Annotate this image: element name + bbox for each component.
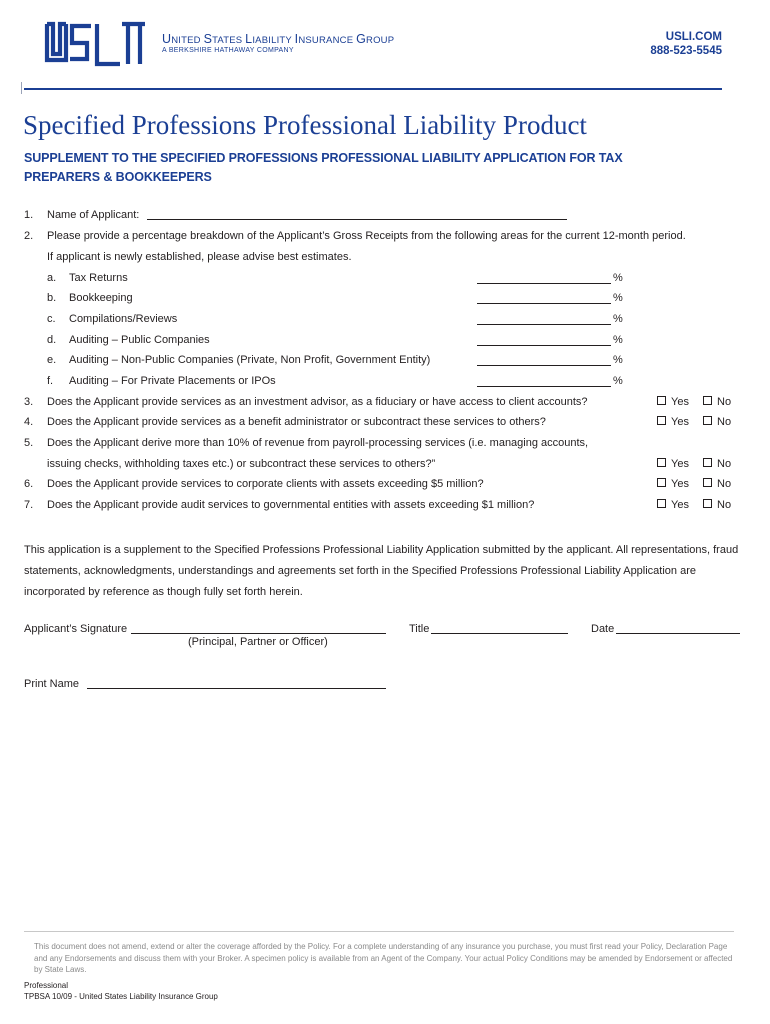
checkbox-icon — [703, 478, 712, 487]
item-label: Auditing – For Private Placements or IPOs — [69, 375, 276, 387]
checkbox-icon — [657, 416, 666, 425]
applicant-signature-note: (Principal, Partner or Officer) — [188, 636, 328, 648]
supplement-statement: This application is a supplement to the Specified Professions Professional Liability Application submitted by the applicant. All representations, fraud statements, acknowledgments, understandings and agreements set forth in the Specified Professions Professional Liability Application are incorporated by reference as though fully set forth herein. — [24, 544, 739, 598]
q4-no-checkbox[interactable]: No — [703, 416, 731, 428]
item-label: Bookkeeping — [69, 292, 133, 304]
question-number: 6. — [24, 478, 34, 490]
percent-field-bookkeeping[interactable] — [477, 291, 611, 304]
usli-logo — [44, 20, 148, 70]
percent-field-auditing-public[interactable] — [477, 333, 611, 346]
applicant-signature-field[interactable] — [131, 621, 386, 634]
header-divider — [24, 88, 722, 90]
question-number: 7. — [24, 499, 34, 511]
q5-no-checkbox[interactable]: No — [703, 458, 731, 470]
margin-mark — [21, 82, 22, 94]
question-text: Does the Applicant provide services as an investment advisor, as a fiduciary or have access to client accounts? — [47, 396, 588, 408]
checkbox-icon — [657, 499, 666, 508]
name-of-applicant-field[interactable] — [147, 207, 567, 220]
item-letter: d. — [47, 334, 57, 346]
question-text: Does the Applicant derive more than 10% of revenue from payroll-processing services (i.e. managing accounts, — [47, 437, 589, 449]
q6-no-checkbox[interactable]: No — [703, 478, 731, 490]
item-label: Compilations/Reviews — [69, 313, 178, 325]
phone-number: 888-523-5545 — [650, 45, 722, 57]
item-label: Auditing – Public Companies — [69, 334, 210, 346]
percent-field-auditing-non-public[interactable] — [477, 353, 611, 366]
question-number: 2. — [24, 230, 34, 242]
item-letter: b. — [47, 292, 57, 304]
item-label: Tax Returns — [69, 272, 128, 284]
title-field[interactable] — [431, 621, 568, 634]
date-label: Date — [591, 623, 615, 635]
question-number: 1. — [24, 209, 34, 221]
item-letter: a. — [47, 272, 57, 284]
checkbox-icon — [657, 458, 666, 467]
question-number: 5. — [24, 437, 34, 449]
q3-no-checkbox[interactable]: No — [703, 396, 731, 408]
q7-yes-checkbox[interactable]: Yes — [657, 499, 689, 511]
question-text: If applicant is newly established, please advise best estimates. — [47, 251, 352, 263]
checkbox-icon — [703, 458, 712, 467]
form-subtitle: SUPPLEMENT TO THE SPECIFIED PROFESSIONS PROFESSIONAL LIABILITY APPLICATION FOR TAX PREPARERS & BOOKKEEPERS — [24, 151, 623, 184]
question-text: Please provide a percentage breakdown of the Applicant’s Gross Receipts from the following areas for the current 12-month period. — [47, 230, 686, 242]
checkbox-icon — [657, 478, 666, 487]
website-link[interactable]: USLI.COM — [665, 31, 722, 43]
q4-yes-checkbox[interactable]: Yes — [657, 416, 689, 428]
q6-yes-checkbox[interactable]: Yes — [657, 478, 689, 490]
question-number: 4. — [24, 416, 34, 428]
date-field[interactable] — [616, 621, 740, 634]
percent-sign: % — [613, 292, 623, 304]
item-letter: f. — [47, 375, 54, 387]
applicant-signature-label: Applicant’s Signature — [24, 623, 128, 635]
item-letter: c. — [47, 313, 56, 325]
company-name: UNITED STATES LIABILITY INSURANCE GROUP — [162, 32, 395, 46]
item-label: Auditing – Non-Public Companies (Private, Non Profit, Government Entity) — [69, 354, 431, 366]
percent-field-compilations[interactable] — [477, 312, 611, 325]
form-id: TPBSA 10/09 - United States Liability Insurance Group — [24, 992, 218, 1001]
percent-field-tax-returns[interactable] — [477, 271, 611, 284]
name-of-applicant-label: Name of Applicant: — [47, 209, 140, 221]
footer-divider — [24, 931, 734, 932]
checkbox-icon — [703, 416, 712, 425]
checkbox-icon — [703, 499, 712, 508]
company-subtitle: A BERKSHIRE HATHAWAY COMPANY — [162, 47, 294, 54]
title-label: Title — [409, 623, 430, 635]
percent-field-auditing-private-placements[interactable] — [477, 374, 611, 387]
form-type: Professional — [24, 981, 69, 990]
question-text: Does the Applicant provide services as a benefit administrator or subcontract these services to others? — [47, 416, 546, 428]
footer-disclaimer: This document does not amend, extend or alter the coverage afforded by the Policy. For a complete understanding of any insurance you purchase, you must first read your Policy, Declaration Page and any Endorsements and discuss them with your Broker. A specimen policy is available from an Agent of the Company. Your actual Policy Conditions may be amended by Endorsement or affected by State Laws. — [34, 942, 733, 974]
question-number: 3. — [24, 396, 34, 408]
question-text: issuing checks, withholding taxes etc.) or subcontract these services to others?” — [47, 458, 436, 470]
percent-sign: % — [613, 313, 623, 325]
print-name-label: Print Name — [24, 678, 80, 690]
percent-sign: % — [613, 354, 623, 366]
checkbox-icon — [657, 396, 666, 405]
checkbox-icon — [703, 396, 712, 405]
q5-yes-checkbox[interactable]: Yes — [657, 458, 689, 470]
q3-yes-checkbox[interactable]: Yes — [657, 396, 689, 408]
question-text: Does the Applicant provide audit services to governmental entities with assets exceeding $1 million? — [47, 499, 535, 511]
question-text: Does the Applicant provide services to corporate clients with assets exceeding $5 million? — [47, 478, 484, 490]
item-letter: e. — [47, 354, 57, 366]
percent-sign: % — [613, 272, 623, 284]
q7-no-checkbox[interactable]: No — [703, 499, 731, 511]
percent-sign: % — [613, 334, 623, 346]
percent-sign: % — [613, 375, 623, 387]
page-title: Specified Professions Professional Liability Product — [23, 110, 587, 140]
print-name-field[interactable] — [87, 676, 386, 689]
